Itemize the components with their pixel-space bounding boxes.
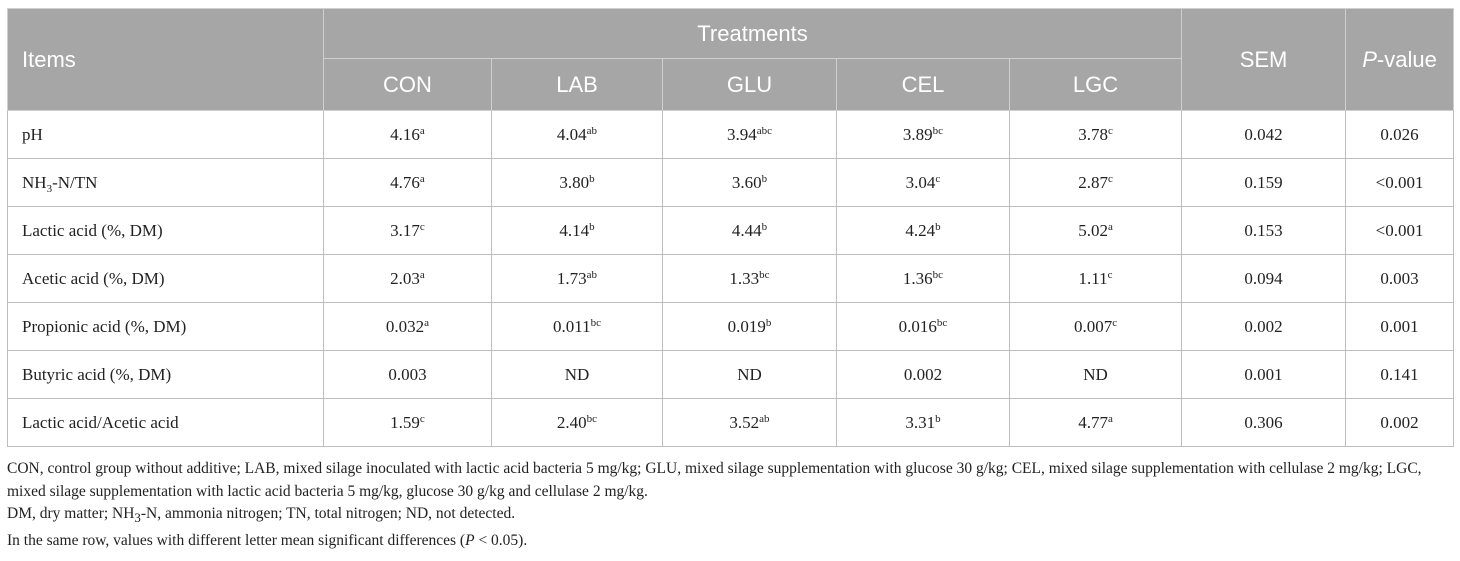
group-header-glu: GLU [663, 59, 837, 111]
value-cell-lgc [1010, 111, 1182, 159]
item-text-suffix: -N/TN [52, 172, 98, 192]
value-cell-con [324, 111, 492, 159]
cell-value: 3.78 [1078, 124, 1108, 144]
sem-cell: 0.042 [1182, 111, 1346, 159]
value-cell-glu [663, 111, 837, 159]
value-cell-glu [663, 207, 837, 255]
cell-value: 2.87 [1078, 172, 1108, 192]
cell-value: 5.02 [1078, 220, 1108, 240]
group-header-lab: LAB [492, 59, 663, 111]
cell-value: 4.16 [390, 124, 420, 144]
cell-value: 1.11 [1078, 268, 1108, 288]
value-cell-lgc [1010, 351, 1182, 399]
value-cell-cel [837, 303, 1010, 351]
table-row [8, 159, 1454, 207]
value-cell-cel [837, 159, 1010, 207]
value-cell-cel [837, 351, 1010, 399]
cell-value: 0.003 [388, 364, 427, 384]
cell-value: ND [1083, 364, 1108, 384]
sem-header: SEM [1182, 9, 1346, 111]
pvalue-cell: 0.002 [1346, 399, 1454, 447]
value-cell-con [324, 255, 492, 303]
cell-value: 2.03 [390, 268, 420, 288]
cell-value: 1.73 [556, 268, 587, 288]
significance-letter: c [419, 220, 425, 233]
item-text: Lactic acid (%, DM) [22, 220, 163, 240]
item-subscript: 3 [46, 182, 53, 195]
value-cell-glu [663, 399, 837, 447]
footnote-definitions [7, 503, 1453, 530]
cell-value: 3.31 [905, 412, 936, 432]
pvalue-italic: P [1362, 46, 1377, 72]
cell-value: 1.59 [390, 412, 420, 432]
row-item-label [8, 111, 324, 159]
value-cell-glu [663, 351, 837, 399]
cell-value: 1.36 [902, 268, 933, 288]
significance-letter: a [419, 124, 425, 137]
value-cell-lgc [1010, 159, 1182, 207]
items-header: Items [8, 9, 324, 111]
significance-letter: bc [759, 268, 770, 281]
value-cell-cel [837, 255, 1010, 303]
row-item-label [8, 399, 324, 447]
table-row [8, 255, 1454, 303]
cell-value: 4.24 [905, 220, 936, 240]
row-item-label [8, 303, 324, 351]
treatments-header: Treatments [324, 9, 1182, 59]
group-header-lgc: LGC [1010, 59, 1182, 111]
significance-letter: a [419, 172, 425, 185]
value-cell-con [324, 399, 492, 447]
cell-value: 4.04 [556, 124, 587, 144]
significance-letter: c [1107, 124, 1113, 137]
significance-letter: bc [590, 316, 601, 329]
footnote-definitions-text: DM, dry matter; NH [7, 505, 135, 522]
item-text: pH [22, 124, 43, 144]
cell-value: 3.60 [731, 172, 762, 192]
item-text: Lactic acid/Acetic acid [22, 412, 179, 432]
value-cell-lab [492, 351, 663, 399]
footnote-significance-text-2: < 0.05). [474, 531, 528, 549]
table-row [8, 111, 1454, 159]
sem-cell: 0.306 [1182, 399, 1346, 447]
significance-letter: abc [756, 124, 772, 137]
table-header [8, 9, 1454, 111]
sem-cell: 0.002 [1182, 303, 1346, 351]
significance-letter: a [419, 268, 425, 281]
pvalue-cell: 0.026 [1346, 111, 1454, 159]
item-text: Butyric acid (%, DM) [22, 364, 172, 384]
significance-letter: ab [759, 412, 770, 425]
significance-letter: c [1107, 268, 1113, 281]
significance-letter: bc [936, 316, 948, 329]
cell-value: 3.17 [390, 220, 420, 240]
significance-letter: b [761, 220, 768, 233]
sem-cell: 0.001 [1182, 351, 1346, 399]
pvalue-cell: <0.001 [1346, 207, 1454, 255]
cell-value: 3.89 [902, 124, 933, 144]
value-cell-cel [837, 207, 1010, 255]
fermentation-table [7, 8, 1454, 447]
cell-value: ND [564, 364, 590, 384]
cell-value: 4.44 [731, 220, 762, 240]
row-item-label [8, 255, 324, 303]
value-cell-lab [492, 303, 663, 351]
significance-letter: a [1107, 220, 1113, 233]
cell-value: 3.80 [559, 172, 590, 192]
footnote-p-italic: P [465, 531, 475, 549]
row-item-label [8, 351, 324, 399]
row-item-label [8, 159, 324, 207]
footnote-subscript: 3 [134, 510, 141, 526]
cell-value: 3.52 [729, 412, 760, 432]
value-cell-cel [837, 111, 1010, 159]
cell-value: 4.76 [390, 172, 420, 192]
pvalue-cell: 0.003 [1346, 255, 1454, 303]
significance-letter: ab [586, 268, 598, 281]
cell-value: 3.94 [726, 124, 757, 144]
value-cell-lab [492, 255, 663, 303]
significance-letter: c [419, 412, 425, 425]
table-row [8, 207, 1454, 255]
footnote-definitions-text-2: -N, ammonia nitrogen; TN, total nitrogen; ND, not detected. [140, 505, 516, 522]
significance-letter: c [935, 172, 941, 185]
cell-value: 4.14 [559, 220, 590, 240]
cell-value: 0.032 [385, 316, 425, 336]
pvalue-suffix: -value [1376, 46, 1437, 72]
item-text: Acetic acid (%, DM) [22, 268, 165, 288]
sem-cell: 0.094 [1182, 255, 1346, 303]
value-cell-lab [492, 207, 663, 255]
footnote-significance [7, 530, 1453, 553]
pvalue-cell: 0.001 [1346, 303, 1454, 351]
cell-value: 4.77 [1078, 412, 1108, 432]
item-text: Propionic acid (%, DM) [22, 316, 187, 336]
row-item-label [8, 207, 324, 255]
significance-letter: b [761, 172, 768, 185]
table-row [8, 351, 1454, 399]
cell-value: 0.002 [903, 364, 943, 384]
value-cell-con [324, 159, 492, 207]
significance-letter: ab [586, 124, 598, 137]
pvalue-cell: 0.141 [1346, 351, 1454, 399]
cell-value: 0.019 [727, 316, 766, 336]
significance-letter: bc [932, 124, 944, 137]
value-cell-lgc [1010, 255, 1182, 303]
significance-letter: bc [586, 412, 598, 425]
table-body [8, 111, 1454, 447]
value-cell-lab [492, 399, 663, 447]
value-cell-lab [492, 159, 663, 207]
value-cell-glu [663, 303, 837, 351]
group-header-con: CON [324, 59, 492, 111]
value-cell-lgc [1010, 207, 1182, 255]
cell-value: 0.007 [1073, 316, 1113, 336]
significance-letter: b [935, 412, 941, 425]
pvalue-cell: <0.001 [1346, 159, 1454, 207]
value-cell-con [324, 303, 492, 351]
pvalue-header [1346, 9, 1454, 111]
significance-letter: b [765, 316, 772, 329]
value-cell-cel [837, 399, 1010, 447]
cell-value: ND [737, 364, 762, 384]
significance-letter: bc [932, 268, 944, 281]
significance-letter: b [935, 220, 941, 233]
cell-value: 0.016 [898, 316, 937, 336]
cell-value: 3.04 [905, 172, 936, 192]
table-row [8, 303, 1454, 351]
cell-value: 0.011 [552, 316, 591, 336]
value-cell-con [324, 207, 492, 255]
value-cell-lab [492, 111, 663, 159]
significance-letter: c [1112, 316, 1118, 329]
cell-value: 1.33 [729, 268, 760, 288]
group-header-cel: CEL [837, 59, 1010, 111]
value-cell-glu [663, 159, 837, 207]
cell-value: 2.40 [556, 412, 587, 432]
value-cell-lgc [1010, 303, 1182, 351]
footnote-significance-text: In the same row, values with different letter mean significant differences ( [7, 531, 466, 549]
significance-letter: b [589, 172, 595, 185]
table-footnotes [7, 458, 1453, 552]
footnote-abbreviations: CON, control group without additive; LAB, mixed silage inoculated with lactic acid bacteria 5 mg/kg; GLU, mixed silage supplementation with glucose 30 g/kg; CEL, mixed silage supplementation with cellulase 2 mg/kg; LGC, mixed silage supplementation with lactic acid bacteria 5 mg/kg, glucose 30 g/kg and cellulase 2 mg/kg. [7, 460, 1422, 500]
sem-cell: 0.159 [1182, 159, 1346, 207]
value-cell-lgc [1010, 399, 1182, 447]
value-cell-con [324, 351, 492, 399]
sem-cell: 0.153 [1182, 207, 1346, 255]
value-cell-glu [663, 255, 837, 303]
table-row [8, 399, 1454, 447]
significance-letter: a [424, 316, 430, 329]
item-text: NH [22, 172, 47, 192]
significance-letter: c [1107, 172, 1113, 185]
significance-letter: a [1107, 412, 1113, 425]
significance-letter: b [589, 220, 595, 233]
